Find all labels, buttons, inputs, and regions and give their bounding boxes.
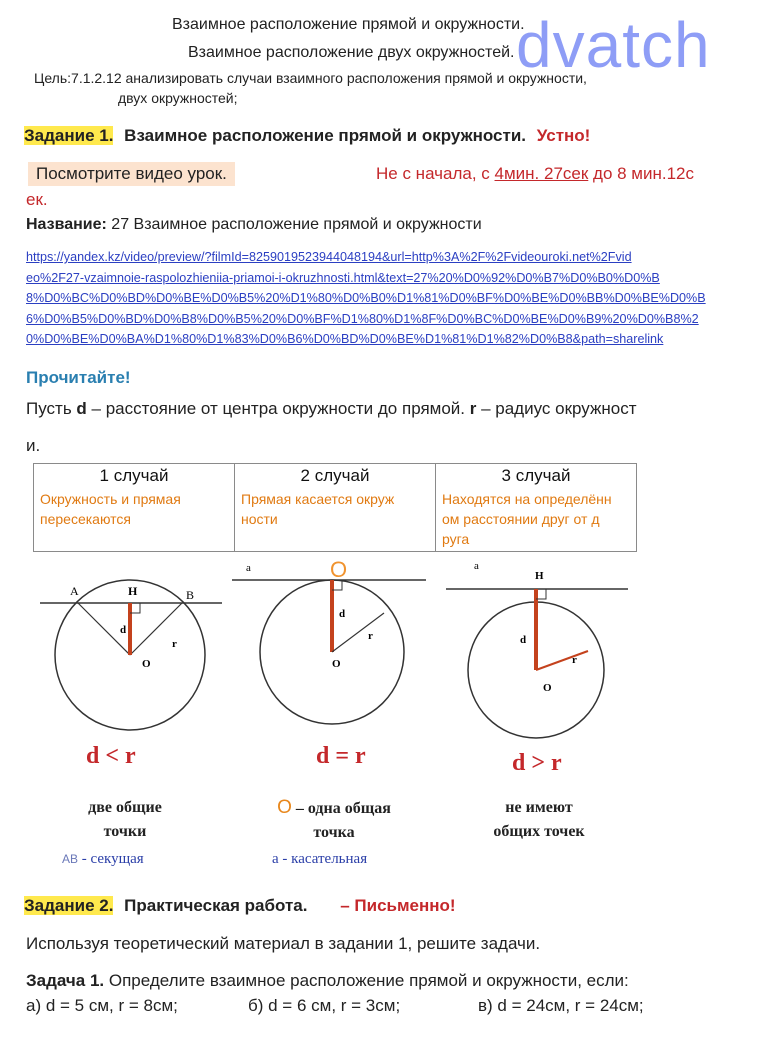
label-O2: O: [332, 658, 341, 670]
case-cell-2: [235, 464, 436, 552]
url-line-2[interactable]: eo%2F27-vzaimnoie-raspolozhieniia-priamoi-i-okruzhnosti.html&text=27%20%D0%92%D0%B7%D0%B0%D0%B: [26, 270, 660, 285]
def-r: r: [469, 399, 477, 418]
option-a: а) d = 5 см, r = 8см;: [26, 996, 178, 1015]
label-touch-point: O: [330, 557, 348, 582]
option-b: б) d = 6 см, r = 3см;: [248, 996, 401, 1015]
task1-mode: Устно!: [536, 126, 591, 145]
caption-2-line-2: точка: [313, 824, 355, 841]
def-part-b: – расстояние от центра окружности до прямой.: [86, 399, 470, 418]
url-line-4[interactable]: 6%D0%B5%D0%BD%D0%B8%D0%B5%20%D0%BF%D1%80%D1%8F%D0%BC%D0%BE%D0%B9%20%D0%B8%2: [26, 311, 699, 326]
label-d1: d: [120, 624, 127, 636]
case-3-desc-2: ом расстоянии друг от д: [442, 511, 600, 527]
option-c: в) d = 24см, r = 24см;: [478, 996, 644, 1015]
case-2-desc-2: ности: [241, 511, 278, 527]
watch-video: Посмотрите видео урок.: [28, 162, 235, 186]
watermark: dvatch: [516, 9, 711, 81]
url-line-1[interactable]: https://yandex.kz/video/preview/?filmId=8259019523944048194&url=http%3A%2F%2Fvideouroki.net%2Fvid: [26, 250, 632, 264]
diagrams: [0, 555, 770, 755]
note-tangent: а - касательная: [272, 851, 368, 867]
def-part-c: – радиус окружност: [476, 399, 637, 418]
caption-two-points: [60, 796, 190, 844]
caption-one-point: [254, 796, 414, 845]
diagram-separate: [446, 560, 628, 738]
timing: [376, 164, 694, 184]
label-r2: r: [368, 630, 373, 642]
note-secant: [62, 851, 144, 868]
case-2-desc-1: Прямая касается окруж: [241, 491, 395, 507]
formula-less: d < r: [86, 743, 136, 769]
problem-1-text: Определите взаимное расположение прямой и окружности, если:: [104, 971, 629, 990]
caption-1-line-2: точки: [103, 823, 147, 840]
formula-equal: d = r: [316, 743, 366, 769]
label-a2: a: [246, 562, 251, 574]
task2-heading: [24, 896, 456, 916]
case-3-desc-3: руга: [442, 531, 470, 547]
label-A: A: [70, 584, 79, 598]
goal-line-2: двух окружностей;: [118, 90, 238, 106]
video-link[interactable]: [26, 247, 751, 350]
label-d2: d: [339, 608, 346, 620]
case-cell-3: [436, 464, 637, 552]
url-line-3[interactable]: 8%D0%BC%D0%BD%D0%BE%D0%B5%20%D1%80%D0%B0%D1%81%D0%BF%D0%BE%D0%BB%D0%BE%D0%B: [26, 291, 706, 305]
definition-text: [26, 399, 636, 419]
label-d3: d: [520, 634, 527, 646]
case-3-head: 3 случай: [501, 466, 571, 485]
case-1-desc-2: пересекаются: [40, 511, 131, 527]
diagram-tangent: [232, 557, 426, 724]
case-2-head: 2 случай: [300, 466, 370, 485]
goal-line-1: Цель:7.1.2.12 анализировать случаи взаимного расположения прямой и окружности,: [34, 70, 587, 86]
formula-greater: d > r: [512, 750, 562, 776]
label-O1: O: [142, 658, 151, 670]
caption-no-points: [464, 796, 614, 844]
note-secant-ab: AB: [62, 852, 79, 866]
caption-3-line-2: общих точек: [493, 823, 585, 840]
case-cell-1: [34, 464, 235, 552]
read-heading: Прочитайте!: [26, 368, 131, 387]
timing-suffix: до 8 мин.12с: [588, 164, 694, 183]
caption-1-line-1: две общие: [88, 799, 162, 816]
task1-heading: [24, 126, 590, 146]
label-O3: O: [543, 682, 552, 694]
def-part-a: Пусть: [26, 399, 77, 418]
label-B: B: [186, 588, 195, 602]
label-r1: r: [172, 638, 177, 650]
case-3-desc-1: Находятся на определённ: [442, 491, 612, 507]
case-1-desc-1: Окружность и прямая: [40, 491, 181, 507]
radius-3: [536, 651, 588, 670]
video-name: [26, 216, 482, 234]
task2-instruction: Используя теоретический материал в задании 1, решите задачи.: [26, 934, 541, 953]
timing-cont: ек.: [26, 190, 48, 209]
label-a3: a: [474, 560, 479, 572]
page-subtitle: Взаимное расположение двух окружностей.: [188, 44, 515, 61]
note-secant-text: - секущая: [78, 851, 144, 867]
task1-label: Задание 1.: [24, 126, 114, 145]
video-name-label: Название:: [26, 216, 107, 233]
task2-label: Задание 2.: [24, 896, 114, 915]
timing-link[interactable]: 4мин. 27сек: [494, 164, 589, 183]
problem-1-label: Задача 1.: [26, 971, 105, 990]
caption-3-line-1: не имеют: [505, 799, 573, 816]
video-name-value: 27 Взаимное расположение прямой и окружности: [106, 216, 482, 233]
definition-cont: и.: [26, 436, 41, 455]
problem-1: [26, 971, 629, 991]
case-1-head: 1 случай: [99, 466, 169, 485]
label-r3: r: [572, 654, 577, 666]
task2-mode: – Письменно!: [340, 896, 456, 915]
task2-title: Практическая работа.: [124, 896, 308, 915]
caption-2-mark: O: [277, 797, 292, 818]
caption-2-line-1: – одна общая: [295, 800, 391, 817]
cases-table: [33, 463, 637, 552]
label-H1: H: [128, 584, 138, 598]
label-H3: H: [535, 570, 544, 582]
diagram-secant: [40, 580, 222, 730]
task1-title: Взаимное расположение прямой и окружности.: [124, 126, 527, 145]
url-line-5[interactable]: 0%D0%BE%D0%BA%D1%80%D1%83%D0%B6%D0%BD%D0%BE%D1%81%D1%82%D0%B8&path=sharelink: [26, 332, 664, 346]
page-title: Взаимное расположение прямой и окружности.: [172, 16, 525, 33]
def-d: d: [76, 399, 87, 418]
timing-prefix: Не с начала, с: [376, 164, 495, 183]
